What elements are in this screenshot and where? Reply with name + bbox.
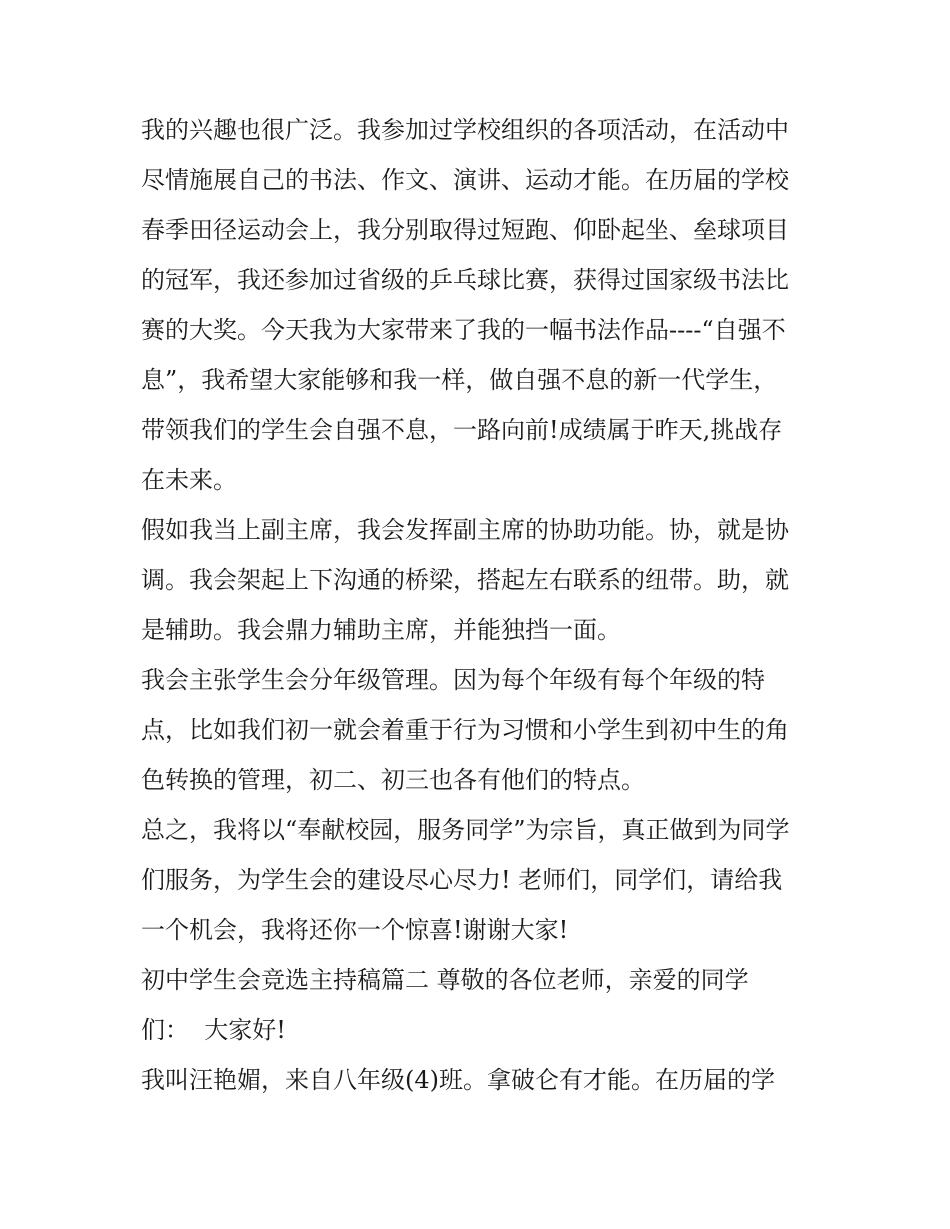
text-line: 点，比如我们初一就会着重于行为习惯和小学生到初中生的角 [141, 716, 789, 744]
paragraph-grade-management [141, 655, 821, 805]
text-line: 带领我们的学生会自强不息，一路向前!成绩属于昨天,挑战存 [141, 416, 783, 444]
text-line: 总之，我将以“奉献校园，服务同学”为宗旨，真正做到为同学 [141, 816, 790, 844]
document-body [141, 105, 821, 1105]
paragraph-conclusion [141, 805, 821, 955]
text-line: 初中学生会竞选主持稿篇二 尊敬的各位老师，亲爱的同学 [141, 966, 749, 994]
text-line: 息”，我希望大家能够和我一样，做自强不息的新一代学生， [141, 366, 778, 394]
text-line: 尽情施展自己的书法、作文、演讲、运动才能。在历届的学校 [141, 166, 789, 194]
text-line: 们服务，为学生会的建设尽心尽力! 老师们，同学们，请给我 [141, 866, 783, 894]
text-line: 们： 大家好! [141, 1016, 286, 1044]
text-line: 一个机会，我将还你一个惊喜!谢谢大家! [141, 916, 569, 944]
text-line: 色转换的管理，初二、初三也各有他们的特点。 [141, 766, 645, 794]
paragraph-section-two-heading [141, 955, 821, 1055]
text-line: 我会主张学生会分年级管理。因为每个年级有每个年级的特 [141, 666, 765, 694]
text-line: 的冠军，我还参加过省级的乒乓球比赛，获得过国家级书法比 [141, 266, 789, 294]
text-line: 假如我当上副主席，我会发挥副主席的协助功能。协，就是协 [141, 516, 789, 544]
text-line: 调。我会架起上下沟通的桥梁，搭起左右联系的纽带。助，就 [141, 566, 789, 594]
text-line: 在未来。 [141, 466, 237, 494]
paragraph-vice-chair [141, 505, 821, 655]
paragraph-interests [141, 105, 821, 505]
text-line: 是辅助。我会鼎力辅助主席，并能独挡一面。 [141, 616, 621, 644]
text-line: 赛的大奖。今天我为大家带来了我的一幅书法作品----“自强不 [141, 316, 786, 344]
text-line: 我的兴趣也很广泛。我参加过学校组织的各项活动，在活动中 [141, 116, 789, 144]
text-line: 我叫汪艳媚，来自八年级(4)班。拿破仑有才能。在历届的学 [141, 1066, 775, 1094]
text-line: 春季田径运动会上，我分别取得过短跑、仰卧起坐、垒球项目 [141, 216, 789, 244]
paragraph-self-introduction [141, 1055, 821, 1105]
